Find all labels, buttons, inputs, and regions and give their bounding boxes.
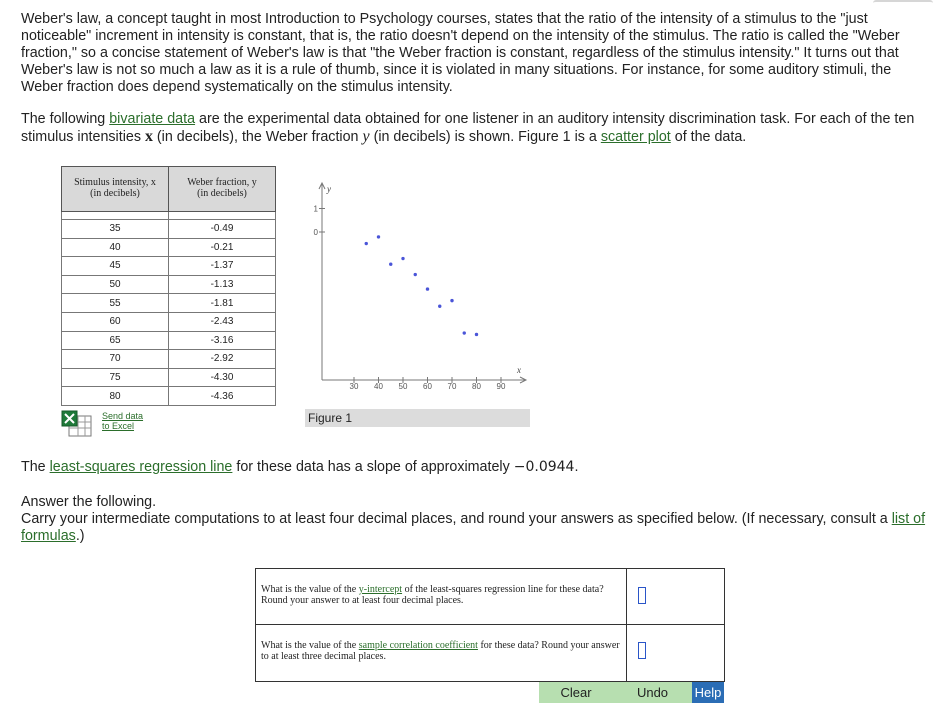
table-row — [62, 275, 276, 294]
data-point — [414, 273, 417, 276]
cell-stimulus-intensity: 65 — [62, 331, 169, 350]
sample-correlation-coefficient-link[interactable]: sample correlation coefficient — [358, 640, 478, 651]
table-row — [62, 257, 276, 276]
clear-button[interactable]: Clear — [539, 682, 613, 703]
data-point — [463, 331, 466, 334]
instructions-text-b: .) — [75, 528, 85, 544]
variable-x: x — [144, 128, 153, 145]
data-point — [365, 242, 368, 245]
regression-text-b: for these data has a slope of approximately — [232, 459, 514, 475]
regression-text-c: . — [574, 459, 579, 475]
undo-button[interactable]: Undo — [613, 682, 692, 703]
slope-value: −0.0944 — [513, 459, 575, 475]
scatter-plot-link[interactable]: scatter plot — [600, 129, 671, 145]
table-row — [62, 220, 276, 239]
cell-stimulus-intensity: 55 — [62, 294, 169, 313]
help-button[interactable]: Help — [692, 682, 724, 703]
correlation-answer-input[interactable] — [638, 642, 646, 659]
x-tick-label: 30 — [349, 382, 359, 391]
intro-paragraph — [21, 11, 936, 96]
table-header-row — [62, 167, 276, 212]
data-point — [475, 333, 478, 336]
cell-weber-fraction: -4.30 — [169, 368, 276, 387]
table-row — [62, 387, 276, 406]
data-point — [389, 262, 392, 265]
table-row — [62, 238, 276, 257]
cell-stimulus-intensity: 50 — [62, 275, 169, 294]
bivariate-data-link[interactable]: bivariate data — [109, 111, 196, 127]
question-correlation-text: What is the value of the sample correlation coefficient for these data? Round your answer to at least three decimal places. — [261, 640, 620, 662]
y-intercept-answer-input[interactable] — [638, 587, 646, 604]
question-row-correlation — [256, 625, 724, 681]
desc-text-e: of the data. — [670, 129, 747, 145]
cell-weber-fraction: -1.37 — [169, 257, 276, 276]
data-point — [377, 235, 380, 238]
data-point — [401, 257, 404, 260]
list-of-formulas-link[interactable]: list of formulas — [21, 511, 926, 544]
data-description-paragraph — [21, 111, 936, 146]
cell-weber-fraction: -1.13 — [169, 275, 276, 294]
instructions-text-a: Carry your intermediate computations to at least four decimal places, and round your answers as specified below. (If necessary, consult a — [21, 511, 892, 527]
regression-line-link[interactable]: least-squares regression line — [49, 459, 233, 475]
y-tick-label: 0 — [313, 228, 318, 237]
cell-weber-fraction: -3.16 — [169, 331, 276, 350]
cell-stimulus-intensity: 45 — [62, 257, 169, 276]
send-data-to-excel-link[interactable]: Send data to Excel — [102, 411, 144, 431]
figure-caption: Figure 1 — [305, 409, 530, 427]
instructions-heading: Answer the following. — [21, 494, 157, 510]
y-intercept-link[interactable]: y-intercept — [358, 584, 403, 595]
data-point — [426, 287, 429, 290]
cell-weber-fraction: -0.21 — [169, 238, 276, 257]
x-axis-label: x — [517, 365, 521, 375]
x-tick-label: 40 — [374, 382, 383, 391]
desc-text-c: (in decibels), the Weber fraction — [152, 129, 363, 145]
instructions-text — [21, 511, 936, 545]
question-row-intercept — [256, 569, 724, 625]
question-intercept-text: What is the value of the y-intercept of the least-squares regression line for these data? Round your answer to at least four decimal places. — [261, 584, 604, 606]
data-point — [438, 305, 441, 308]
cell-weber-fraction: -2.92 — [169, 350, 276, 369]
y-axis-label: y — [327, 184, 331, 194]
desc-text-d: (in decibels) is shown. Figure 1 is a — [369, 129, 601, 145]
panel-divider-vertical — [626, 569, 627, 681]
y-tick-label: 1 — [313, 204, 318, 214]
x-tick-label: 90 — [496, 382, 506, 391]
cell-stimulus-intensity: 60 — [62, 312, 169, 331]
x-tick-label: 50 — [398, 382, 408, 391]
col-header-weber: Weber fraction, y (in decibels) — [169, 167, 276, 212]
cell-weber-fraction: -1.81 — [169, 294, 276, 313]
questions-panel — [255, 568, 725, 682]
cell-weber-fraction: -4.36 — [169, 387, 276, 406]
scatter-plot — [300, 172, 540, 404]
regression-paragraph — [21, 459, 921, 476]
cell-stimulus-intensity: 40 — [62, 238, 169, 257]
x-tick-label: 60 — [423, 382, 432, 391]
x-tick-label: 80 — [472, 382, 481, 391]
desc-text-a: The following — [21, 111, 110, 127]
table-row — [62, 350, 276, 369]
regression-text-a: The — [21, 459, 50, 475]
data-table — [61, 166, 276, 406]
cell-stimulus-intensity: 80 — [62, 387, 169, 406]
excel-icon[interactable] — [61, 410, 93, 438]
table-row — [62, 368, 276, 387]
table-row — [62, 331, 276, 350]
cell-weber-fraction: -2.43 — [169, 312, 276, 331]
table-row — [62, 294, 276, 313]
intro-text: Weber's law, a concept taught in most Introduction to Psychology courses, states that the ratio of the intensity of a stimulus to the "just noticeable" increment in intensity is constant, that is, the ratio doesn't depend on the intensity of the stimulus. The ratio is called the "Weber fraction," so a concise statement of Weber's law is that "the Weber fraction is constant, regardless of the stimulus intensity." It turns out that Weber's law is not so much a law as it is a rule of thumb, since it is violated in many situations. For instance, for some auditory stimuli, the Weber fraction does depend systematically on the stimulus intensity. — [21, 11, 900, 95]
data-point — [450, 299, 453, 302]
variable-y: y — [362, 128, 370, 145]
desc-text-b: are the experimental data obtained for one listener in an auditory intensity discrimination task. For each of the ten stimulus intensities — [21, 111, 915, 145]
cell-stimulus-intensity: 70 — [62, 350, 169, 369]
top-tab-decoration — [873, 0, 933, 6]
cell-stimulus-intensity: 75 — [62, 368, 169, 387]
panel-divider-horizontal — [256, 624, 724, 625]
cell-weber-fraction: -0.49 — [169, 220, 276, 239]
col-header-stimulus: Stimulus intensity, x (in decibels) — [62, 167, 169, 212]
cell-stimulus-intensity: 35 — [62, 220, 169, 239]
x-tick-label: 70 — [447, 382, 457, 391]
table-row — [62, 312, 276, 331]
